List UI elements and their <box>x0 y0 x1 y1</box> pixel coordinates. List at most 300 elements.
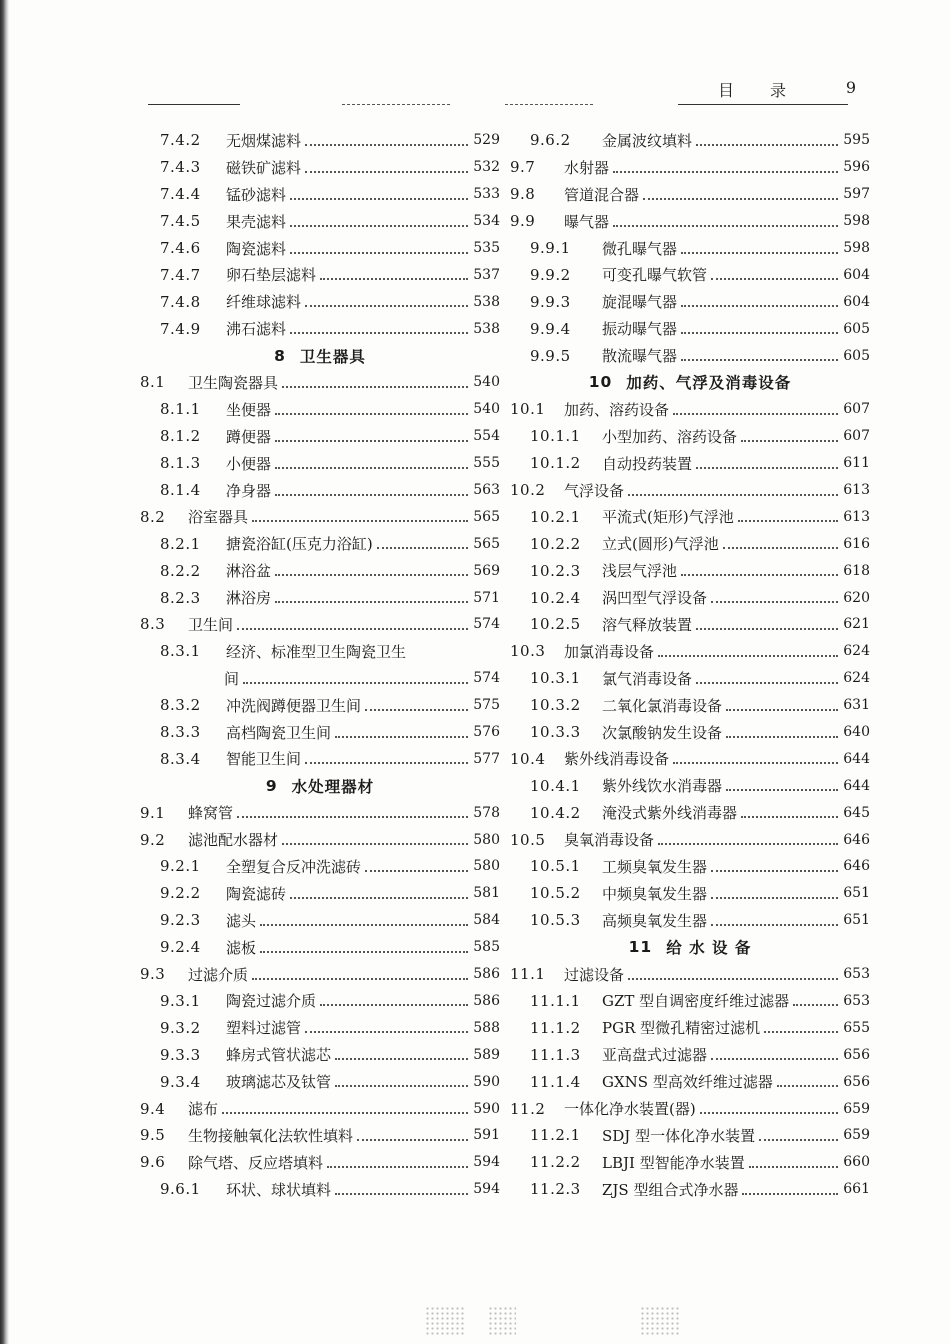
section-number: 7.4.6 <box>160 239 201 257</box>
page-reference: 577 <box>473 750 500 767</box>
toc-entry[interactable] <box>510 1176 870 1203</box>
section-number: 7.4.9 <box>160 319 201 338</box>
section-title: 浅层气浮池 <box>602 562 678 581</box>
dot-leader <box>335 1084 468 1087</box>
section-title: 小便器 <box>226 454 272 473</box>
toc-entry[interactable] <box>140 235 500 262</box>
dot-leader <box>681 304 838 307</box>
chapter-heading <box>140 772 500 799</box>
toc-entry[interactable] <box>140 127 500 154</box>
page-reference: 613 <box>843 482 870 499</box>
page-reference: 646 <box>843 858 870 875</box>
section-title: 果壳滤料 <box>226 212 287 231</box>
section-title: 净身器 <box>226 481 272 500</box>
section-number: 10.1.1 <box>530 427 581 446</box>
dot-leader <box>711 600 838 603</box>
dot-leader <box>275 439 468 442</box>
page-reference: 594 <box>473 1181 500 1198</box>
page-reference: 624 <box>843 643 870 660</box>
toc-entry[interactable] <box>510 154 870 181</box>
toc-entry[interactable] <box>510 1149 870 1176</box>
page-reference: 555 <box>473 455 500 472</box>
toc-entry[interactable] <box>140 477 500 504</box>
section-title: 淋浴房 <box>226 589 272 608</box>
dot-leader <box>658 842 838 845</box>
toc-entry[interactable] <box>140 369 500 396</box>
toc-entry[interactable] <box>510 584 870 611</box>
dot-leader <box>335 1057 468 1060</box>
section-number: 10.4.1 <box>530 776 581 795</box>
toc-entry[interactable] <box>510 261 870 288</box>
section-number: 8.2.1 <box>160 534 201 553</box>
dot-leader <box>290 197 468 200</box>
section-title: 高档陶瓷卫生间 <box>226 723 332 742</box>
dot-leader <box>335 1192 468 1195</box>
toc-entry[interactable] <box>140 261 500 288</box>
dot-leader <box>252 519 468 522</box>
section-title: 蹲便器 <box>226 427 272 446</box>
page-reference: 571 <box>473 589 500 606</box>
page-reference: 590 <box>473 1073 500 1090</box>
chapter-title: 水处理器材 <box>291 777 375 796</box>
toc-entry[interactable] <box>510 208 870 235</box>
toc-entry[interactable] <box>510 557 870 584</box>
section-title: 微孔曝气器 <box>602 239 678 258</box>
section-title: 环状、球状填料 <box>226 1180 332 1199</box>
toc-entry[interactable] <box>510 477 870 504</box>
section-number: 10.5.1 <box>530 857 581 876</box>
toc-entry[interactable] <box>140 1014 500 1041</box>
toc-entry[interactable] <box>140 557 500 584</box>
toc-entry[interactable] <box>140 826 500 853</box>
toc-entry[interactable] <box>510 853 870 880</box>
page-reference: 540 <box>473 401 500 418</box>
toc-entry[interactable] <box>510 315 870 342</box>
toc-entry-continuation[interactable] <box>140 665 500 692</box>
section-title: 生物接触氧化法软性填料 <box>188 1126 354 1145</box>
toc-entry[interactable] <box>510 530 870 557</box>
dot-leader <box>260 923 468 926</box>
scan-noise-mark <box>488 1306 516 1336</box>
dot-leader <box>738 519 838 522</box>
toc-entry[interactable] <box>510 665 870 692</box>
dot-leader <box>275 573 468 576</box>
section-title: 中频臭氧发生器 <box>602 884 708 903</box>
toc-entry[interactable] <box>140 1149 500 1176</box>
section-number: 8.2.2 <box>160 561 201 580</box>
page-reference: 580 <box>473 858 500 875</box>
section-number: 8.2.3 <box>160 588 201 607</box>
dot-leader <box>628 493 838 496</box>
header-rule-segment <box>678 104 848 105</box>
section-number: 8.1.2 <box>160 427 201 446</box>
section-number: 7.4.8 <box>160 292 201 311</box>
page-reference: 575 <box>473 697 500 714</box>
chapter-number: 9 <box>265 776 278 795</box>
toc-entry[interactable] <box>510 799 870 826</box>
section-title: 过滤介质 <box>188 965 249 984</box>
section-number: 11.1.1 <box>530 991 581 1010</box>
page-reference: 586 <box>473 992 500 1009</box>
dot-leader <box>320 277 468 280</box>
dot-leader <box>700 1111 838 1114</box>
dot-leader <box>327 1165 468 1168</box>
page-number: 9 <box>845 78 858 97</box>
page-reference: 605 <box>843 320 870 337</box>
dot-leader <box>696 627 838 630</box>
section-title: 氯气消毒设备 <box>602 669 693 688</box>
toc-entry[interactable] <box>510 907 870 934</box>
section-number: 11.2.1 <box>530 1126 581 1145</box>
page-reference: 640 <box>843 724 870 741</box>
dot-leader <box>726 788 838 791</box>
dot-leader <box>711 896 838 899</box>
toc-entry[interactable] <box>140 907 500 934</box>
chapter-number: 11 <box>628 938 653 957</box>
dot-leader <box>290 251 468 254</box>
toc-entry[interactable] <box>510 772 870 799</box>
page-reference: 529 <box>473 132 500 149</box>
page-reference: 532 <box>473 159 500 176</box>
chapter-title: 卫生器具 <box>299 347 366 366</box>
section-number: 9.6.1 <box>160 1180 201 1199</box>
toc-entry[interactable] <box>510 503 870 530</box>
page-reference: 620 <box>843 589 870 606</box>
dot-leader <box>290 896 468 899</box>
section-title: PGR 型微孔精密过滤机 <box>602 1019 761 1038</box>
dot-leader <box>681 331 838 334</box>
toc-entry[interactable] <box>510 719 870 746</box>
page-reference: 533 <box>473 186 500 203</box>
toc-entry[interactable] <box>510 988 870 1015</box>
section-title: 卵石垫层滤料 <box>226 266 317 285</box>
dot-leader <box>305 761 468 764</box>
section-number: 10.4.2 <box>530 803 581 822</box>
chapter-heading <box>140 342 500 369</box>
section-title: 蜂窝管 <box>188 804 234 823</box>
toc-entry[interactable] <box>510 423 870 450</box>
page-reference: 631 <box>843 697 870 714</box>
toc-entry[interactable] <box>140 1095 500 1122</box>
page-reference: 645 <box>843 804 870 821</box>
toc-entry[interactable] <box>140 799 500 826</box>
section-title: 浴室器具 <box>188 508 249 527</box>
dot-leader <box>290 224 468 227</box>
dot-leader <box>741 439 838 442</box>
section-number: 8.3 <box>140 615 166 634</box>
section-number: 9.3.1 <box>160 991 201 1010</box>
page-reference: 565 <box>473 535 500 552</box>
section-number: 9.3 <box>140 965 166 984</box>
toc-entry[interactable] <box>510 342 870 369</box>
toc-entry[interactable] <box>140 1041 500 1068</box>
section-title: 一体化净水装置(器) <box>564 1100 696 1118</box>
dot-leader <box>726 708 838 711</box>
page-reference: 563 <box>473 482 500 499</box>
toc-entry[interactable] <box>510 611 870 638</box>
dot-leader <box>260 950 468 953</box>
dot-leader <box>275 412 468 415</box>
dot-leader <box>377 546 468 549</box>
section-number: 11.2 <box>510 1099 546 1118</box>
page-reference: 598 <box>843 240 870 256</box>
page-reference: 576 <box>473 724 500 741</box>
section-title: 沸石滤料 <box>226 320 287 339</box>
page-reference: 594 <box>473 1154 500 1171</box>
toc-entry[interactable] <box>140 745 500 772</box>
toc-entry[interactable] <box>140 961 500 988</box>
toc-entry[interactable] <box>140 1176 500 1203</box>
chapter-heading <box>510 369 870 396</box>
section-number: 8.1.1 <box>160 400 201 419</box>
section-title: 玻璃滤芯及钛管 <box>226 1073 332 1092</box>
page-reference: 653 <box>843 966 870 983</box>
dot-leader <box>696 681 838 684</box>
section-title: 高频臭氧发生器 <box>602 911 708 930</box>
page-reference: 597 <box>843 186 870 203</box>
section-number: 9.3.3 <box>160 1045 201 1064</box>
section-number: 10.2.5 <box>530 615 581 634</box>
section-number: 10.2.3 <box>530 561 581 580</box>
header-rule-segment <box>342 104 450 105</box>
dot-leader <box>305 304 468 307</box>
section-number: 9.3.2 <box>160 1018 201 1037</box>
section-title: 经济、标准型卫生陶瓷卫生 <box>226 642 407 661</box>
section-number: 8.3.1 <box>160 642 201 661</box>
section-title: 散流曝气器 <box>602 347 678 366</box>
section-number: 9.1 <box>140 803 166 822</box>
dot-leader <box>275 600 468 603</box>
toc-entry[interactable] <box>510 1068 870 1095</box>
toc-entry[interactable] <box>510 880 870 907</box>
page-reference: 595 <box>843 132 870 149</box>
dot-leader <box>365 869 468 872</box>
toc-entry[interactable] <box>140 208 500 235</box>
toc-entry[interactable] <box>510 1095 870 1122</box>
section-title: 陶瓷滤料 <box>226 239 287 258</box>
section-number: 10.3.2 <box>530 696 581 715</box>
toc-entry[interactable] <box>510 396 870 423</box>
page-reference: 644 <box>843 777 870 794</box>
page-reference: 585 <box>473 939 500 956</box>
toc-entry[interactable] <box>140 584 500 611</box>
toc-entry[interactable] <box>140 934 500 961</box>
section-number: 7.4.7 <box>160 265 201 284</box>
dot-leader <box>275 466 468 469</box>
toc-entry[interactable] <box>510 1041 870 1068</box>
section-title: 亚高盘式过滤器 <box>602 1046 708 1065</box>
page-reference: 618 <box>843 562 870 579</box>
page-reference: 534 <box>473 213 500 230</box>
section-title: 金属波纹填料 <box>602 131 693 150</box>
section-title: 除气塔、反应塔填料 <box>188 1153 324 1172</box>
section-title: 滤池配水器材 <box>188 831 279 850</box>
section-number: 10.5.3 <box>530 911 581 930</box>
page-reference: 604 <box>843 293 870 310</box>
page-reference: 651 <box>843 912 870 929</box>
toc-entry[interactable] <box>140 719 500 746</box>
section-title: 全塑复合反冲洗滤砖 <box>226 857 362 876</box>
page-reference: 607 <box>843 428 870 445</box>
dot-leader <box>335 735 468 738</box>
section-number: 9.5 <box>140 1126 166 1145</box>
section-title: 卫生间 <box>188 615 234 634</box>
dot-leader <box>681 358 838 361</box>
dot-leader <box>658 654 838 657</box>
toc-entry[interactable] <box>510 692 870 719</box>
dot-leader <box>613 224 838 227</box>
toc-entry[interactable] <box>140 1068 500 1095</box>
page-reference: 613 <box>843 508 870 525</box>
dot-leader <box>723 546 838 549</box>
toc-entry[interactable] <box>510 450 870 477</box>
toc-entry[interactable] <box>140 181 500 208</box>
section-number: 9.2.1 <box>160 857 201 876</box>
dot-leader <box>742 1192 838 1195</box>
section-number: 9.8 <box>510 185 536 204</box>
section-number: 11.1 <box>510 965 546 984</box>
section-title: 振动曝气器 <box>602 320 678 339</box>
section-title: 自动投药装置 <box>602 454 693 473</box>
page-reference: 581 <box>473 885 500 902</box>
section-number: 11.1.4 <box>530 1072 581 1091</box>
toc-entry[interactable] <box>140 1122 500 1149</box>
section-title: 紫外线消毒设备 <box>564 750 670 769</box>
section-title: 塑料过滤管 <box>226 1019 302 1038</box>
section-number: 11.1.3 <box>530 1045 581 1064</box>
dot-leader <box>237 815 468 818</box>
dot-leader <box>243 681 468 684</box>
dot-leader <box>696 143 838 146</box>
scan-noise-mark <box>640 1306 680 1336</box>
page-reference: 535 <box>473 240 500 256</box>
page-reference: 565 <box>473 508 500 525</box>
page-reference: 537 <box>473 266 500 283</box>
chapter-number: 10 <box>588 373 613 392</box>
page-reference: 653 <box>843 992 870 1009</box>
dot-leader <box>793 1003 838 1006</box>
dot-leader <box>252 977 468 980</box>
section-title: 坐便器 <box>226 400 272 419</box>
section-title: SDJ 型一体化净水装置 <box>602 1126 756 1145</box>
page-reference: 588 <box>473 1019 500 1036</box>
toc-entry[interactable] <box>510 961 870 988</box>
section-number: 8.3.2 <box>160 696 201 715</box>
section-number: 9.9.2 <box>530 265 571 284</box>
toc-entry[interactable] <box>510 288 870 315</box>
page-reference: 651 <box>843 885 870 902</box>
section-title: 臭氧消毒设备 <box>564 831 655 850</box>
chapter-title: 加药、气浮及消毒设备 <box>626 374 792 393</box>
dot-leader <box>628 977 838 980</box>
toc-entry[interactable] <box>510 181 870 208</box>
page-reference: 589 <box>473 1046 500 1063</box>
page-reference: 580 <box>473 831 500 848</box>
section-title: 陶瓷过滤介质 <box>226 992 317 1011</box>
toc-entry[interactable] <box>140 530 500 557</box>
section-title: 管道混合器 <box>564 185 640 204</box>
section-title: 磁铁矿滤料 <box>226 158 302 177</box>
section-title: 水射器 <box>564 158 610 177</box>
dot-leader <box>673 761 838 764</box>
section-number: 9.4 <box>140 1099 166 1118</box>
section-number: 8.1.3 <box>160 454 201 473</box>
dot-leader <box>275 493 468 496</box>
section-title: 小型加药、溶药设备 <box>602 427 738 446</box>
toc-entry[interactable] <box>140 692 500 719</box>
toc-entry[interactable] <box>140 880 500 907</box>
toc-entry[interactable] <box>510 127 870 154</box>
toc-entry[interactable] <box>510 1014 870 1041</box>
toc-entry[interactable] <box>510 638 870 665</box>
page-reference: 661 <box>843 1181 870 1198</box>
toc-entry[interactable] <box>140 638 500 665</box>
section-title: 搪瓷浴缸(压克力浴缸) <box>226 535 373 554</box>
section-number: 7.4.4 <box>160 185 201 204</box>
header-title-part1: 目 <box>718 81 737 100</box>
toc-entry[interactable] <box>140 423 500 450</box>
dot-leader <box>222 1111 468 1114</box>
section-title: 冲洗阀蹲便器卫生间 <box>226 696 362 715</box>
page-reference: 538 <box>473 320 500 337</box>
page-reference: 569 <box>473 562 500 579</box>
section-number: 9.2.2 <box>160 884 201 903</box>
page-reference: 656 <box>843 1046 870 1063</box>
section-number: 11.2.2 <box>530 1153 581 1172</box>
dot-leader <box>305 143 468 146</box>
toc-entry[interactable] <box>140 988 500 1015</box>
chapter-heading <box>510 934 870 961</box>
header-rule-segment <box>148 104 240 105</box>
page-reference: 624 <box>843 670 870 687</box>
section-number: 10.3.1 <box>530 669 581 688</box>
section-title: 立式(圆形)气浮池 <box>602 535 719 554</box>
page-reference: 660 <box>843 1154 870 1171</box>
toc-entry[interactable] <box>140 315 500 342</box>
toc-entry[interactable] <box>510 826 870 853</box>
page-reference: 540 <box>473 374 500 391</box>
section-number: 8.2 <box>140 507 166 526</box>
toc-entry[interactable] <box>140 396 500 423</box>
section-title: 加氯消毒设备 <box>564 642 655 661</box>
section-number: 9.2.3 <box>160 911 201 930</box>
toc-entry[interactable] <box>510 745 870 772</box>
section-title: ZJS 型组合式净水器 <box>602 1180 739 1199</box>
section-title: 曝气器 <box>564 212 610 231</box>
section-title: 滤板 <box>226 938 257 957</box>
toc-entry[interactable] <box>140 611 500 638</box>
toc-entry[interactable] <box>140 450 500 477</box>
section-title: 智能卫生间 <box>226 750 302 769</box>
header-title <box>718 78 788 101</box>
section-title: 淋浴盆 <box>226 562 272 581</box>
toc-entry[interactable] <box>140 853 500 880</box>
toc-entry[interactable] <box>510 235 870 262</box>
toc-entry[interactable] <box>140 288 500 315</box>
page-reference: 598 <box>843 213 870 230</box>
dot-leader <box>305 170 468 173</box>
section-number: 10.1 <box>510 400 546 419</box>
toc-entry[interactable] <box>140 154 500 181</box>
dot-leader <box>673 412 838 415</box>
section-title: GZT 型自调密度纤维过滤器 <box>602 992 790 1011</box>
section-number: 10.5.2 <box>530 884 581 903</box>
page-reference: 616 <box>843 535 870 552</box>
dot-leader <box>711 869 838 872</box>
dot-leader <box>696 466 838 469</box>
toc-entry[interactable] <box>510 1122 870 1149</box>
toc-entry[interactable] <box>140 503 500 530</box>
